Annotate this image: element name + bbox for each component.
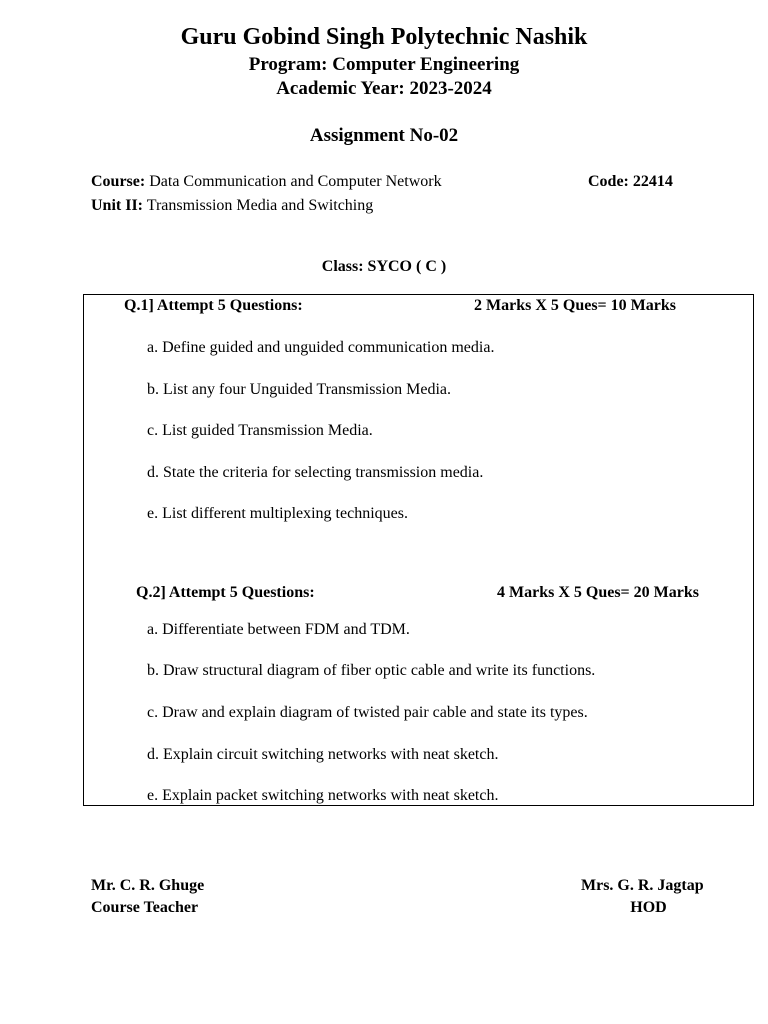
question-1-item: e. List different multiplexing techniques. [147,505,408,522]
question-2-item: e. Explain packet switching networks with neat sketch. [147,787,499,804]
unit-value: Transmission Media and Switching [143,197,374,214]
unit-label: Unit II: [91,197,144,214]
program-line: Program: Computer Engineering [248,54,520,75]
course-label: Course: [91,173,146,190]
question-2-item: b. Draw structural diagram of fiber optic cable and write its functions. [147,662,596,679]
question-2-marks: 4 Marks X 5 Ques= 20 Marks [497,584,699,601]
class-line: Class: SYCO ( C ) [321,258,447,275]
assignment-title: Assignment No-02 [309,125,459,146]
question-1-item: b. List any four Unguided Transmission Media. [147,381,451,398]
question-2-item: c. Draw and explain diagram of twisted pair cable and state its types. [147,704,588,721]
hod-name: Mrs. G. R. Jagtap [581,877,704,894]
institute-name: Guru Gobind Singh Polytechnic Nashik [180,24,588,50]
course-teacher-role: Course Teacher [91,899,199,916]
course-value: Data Communication and Computer Network [145,173,442,190]
question-1-item: c. List guided Transmission Media. [147,422,373,439]
unit-line [91,197,373,215]
question-1-item: a. Define guided and unguided communication media. [147,339,495,356]
question-2-item: d. Explain circuit switching networks with neat sketch. [147,746,499,763]
course-line [91,173,442,191]
question-1-marks: 2 Marks X 5 Ques= 10 Marks [474,297,676,314]
questions-box [83,294,754,806]
course-code: Code: 22414 [588,173,673,190]
hod-role: HOD [630,899,667,916]
question-1-title: Q.1] Attempt 5 Questions: [124,297,303,314]
academic-year-line: Academic Year: 2023-2024 [276,78,492,99]
question-2-item: a. Differentiate between FDM and TDM. [147,621,410,638]
question-1-item: d. State the criteria for selecting transmission media. [147,464,484,481]
course-teacher-name: Mr. C. R. Ghuge [91,877,205,894]
question-2-title: Q.2] Attempt 5 Questions: [136,584,315,601]
